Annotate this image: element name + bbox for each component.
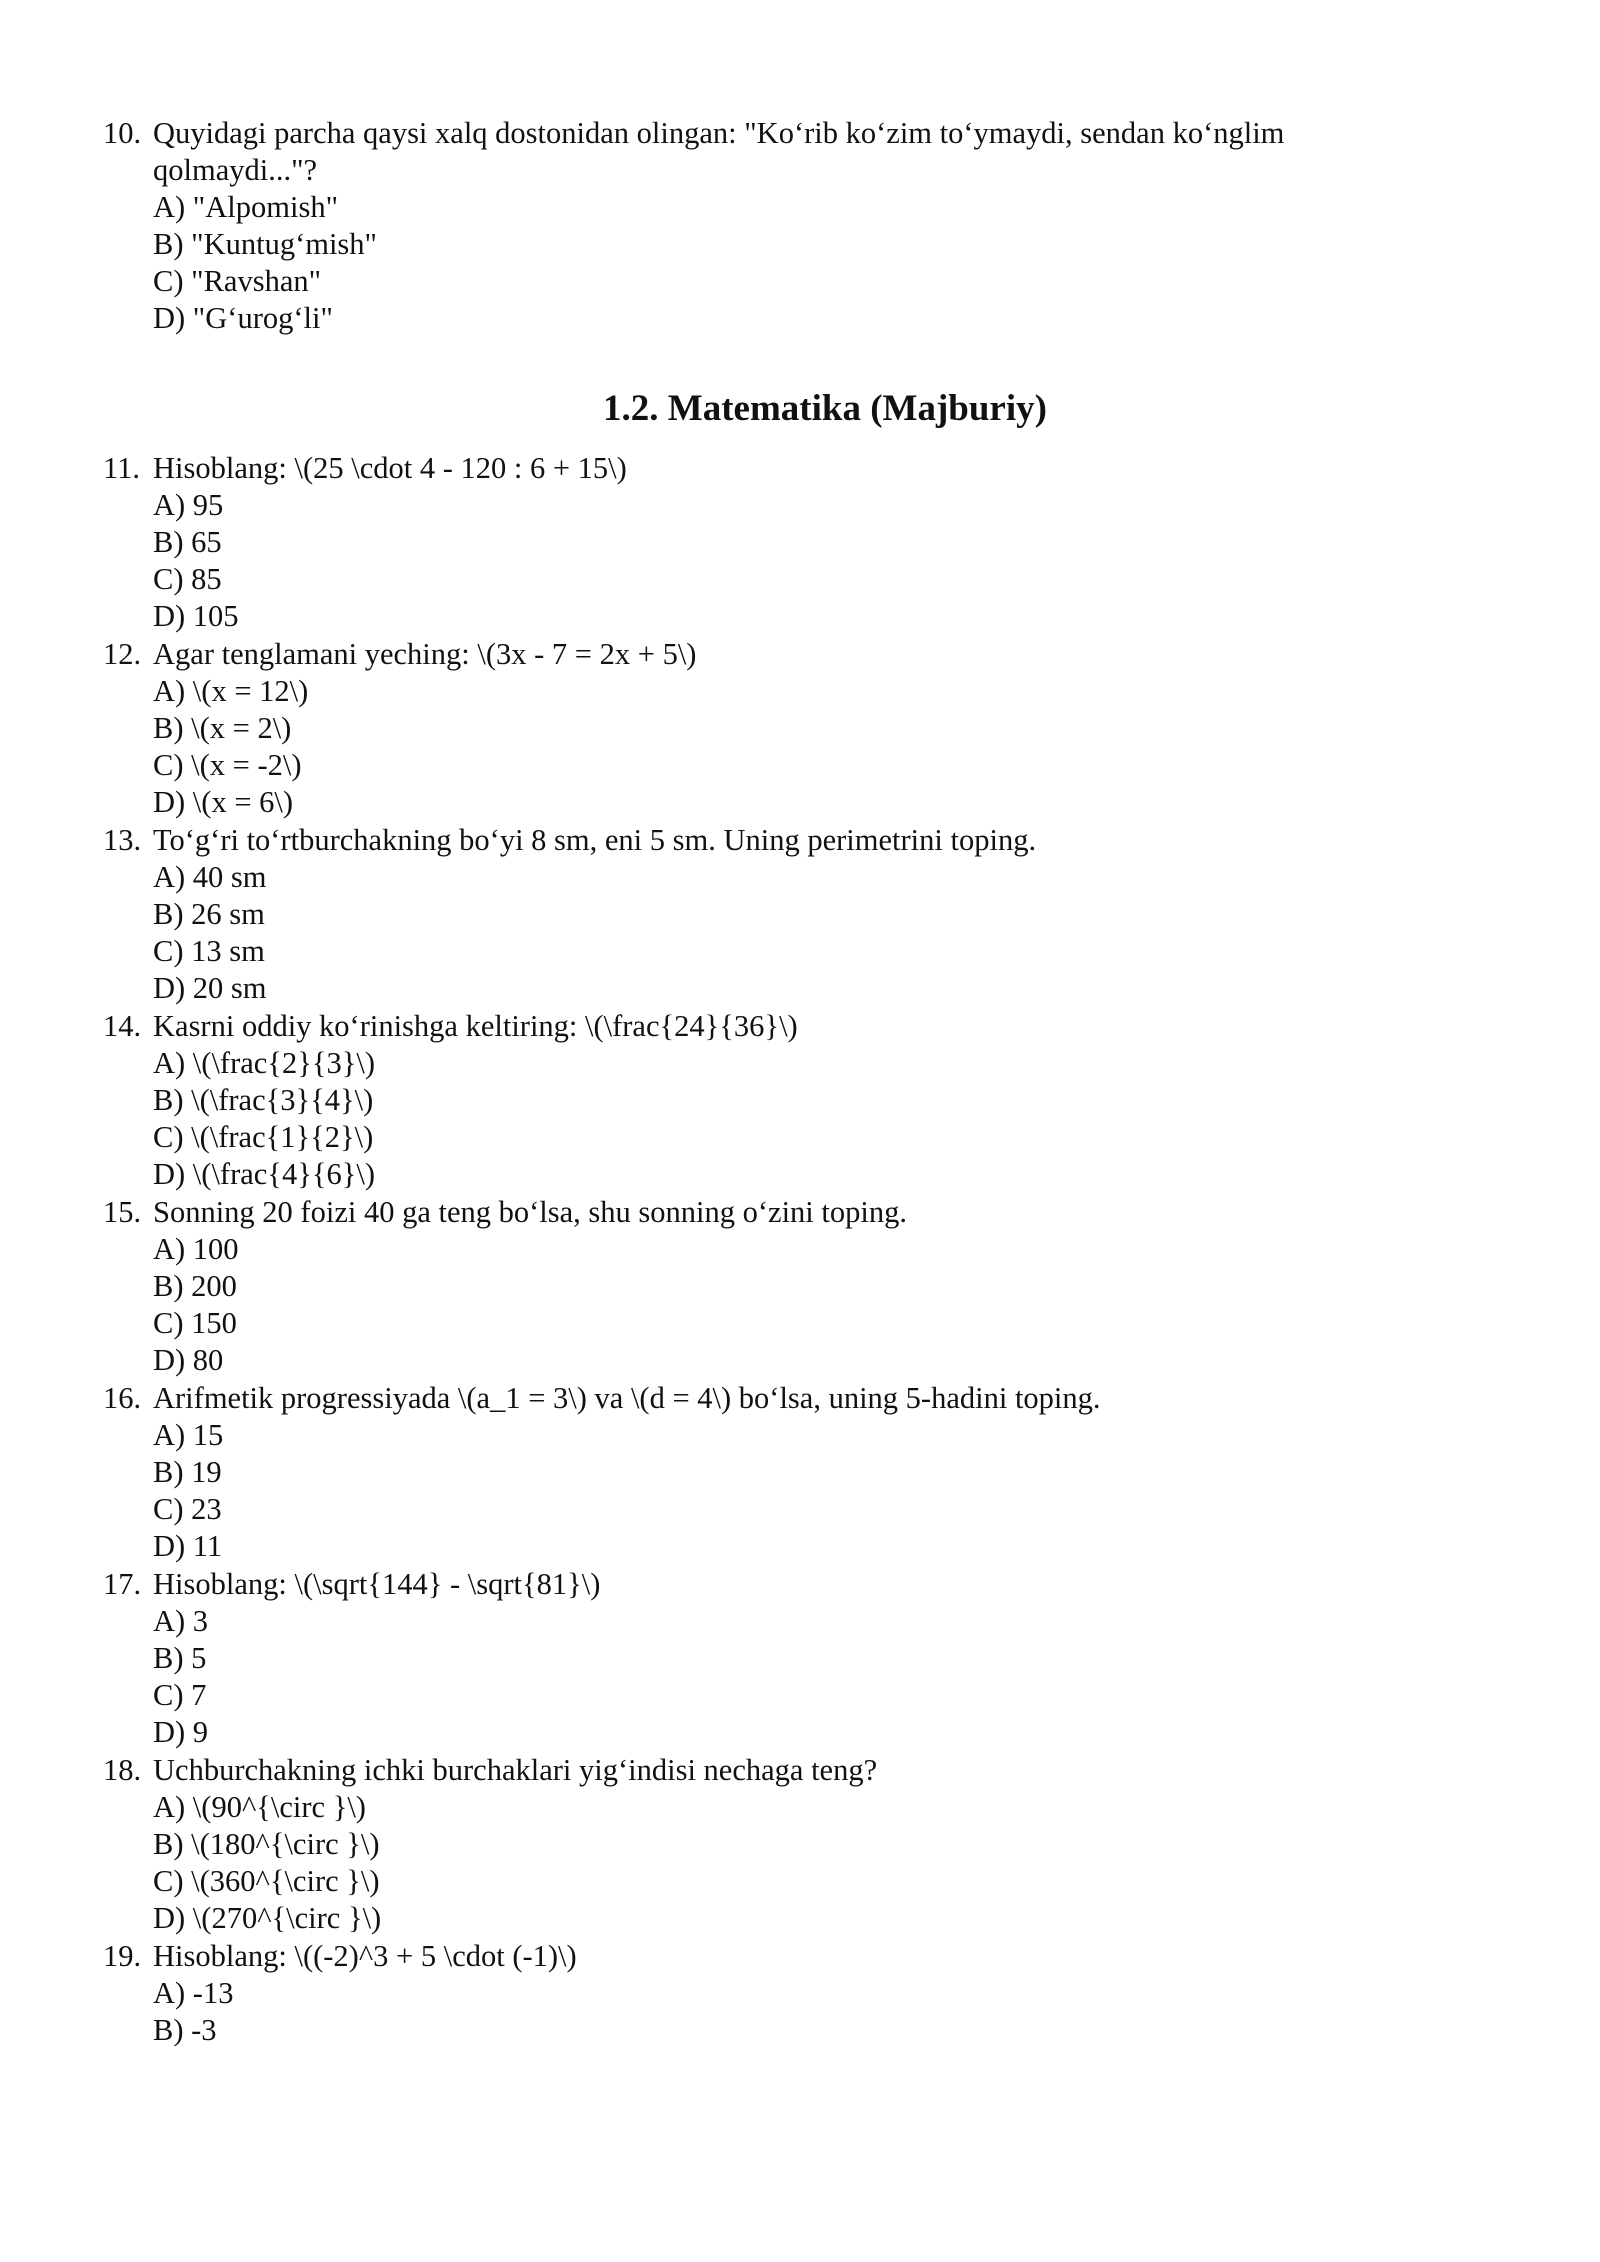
question-text: Uchburchakning ichki burchaklari yig‘indisi nechaga teng? <box>153 1753 878 1787</box>
question-number: 13. <box>103 823 142 857</box>
question-text: Hisoblang: \((-2)^3 + 5 \cdot (-1)\) <box>153 1939 577 1973</box>
question-text: Arifmetik progressiyada \(a_1 = 3\) va \(d = 4\) bo‘lsa, uning 5-hadini toping. <box>153 1381 1101 1415</box>
option-d: D) \(x = 6\) <box>153 785 294 819</box>
option-b: B) \(x = 2\) <box>153 711 292 745</box>
option-d: D) 20 sm <box>153 971 267 1005</box>
option-b: B) -3 <box>153 2013 217 2047</box>
question-text-continuation: qolmaydi..."? <box>153 153 318 187</box>
option-c: C) 23 <box>153 1492 222 1526</box>
question-number: 10. <box>103 116 142 150</box>
question-number: 19. <box>103 1939 142 1973</box>
question-16 <box>103 1380 1101 1417</box>
option-a: A) \(90^{\circ }\) <box>153 1790 366 1824</box>
option-a: A) -13 <box>153 1976 234 2010</box>
option-c: C) \(360^{\circ }\) <box>153 1864 380 1898</box>
question-text: Kasrni oddiy ko‘rinishga keltiring: \(\frac{24}{36}\) <box>153 1009 798 1043</box>
option-a: A) 40 sm <box>153 860 267 894</box>
option-d: D) "G‘urog‘li" <box>153 301 333 335</box>
option-c: C) "Ravshan" <box>153 264 322 298</box>
option-b: B) 19 <box>153 1455 222 1489</box>
option-b: B) 200 <box>153 1269 237 1303</box>
option-d: D) \(\frac{4}{6}\) <box>153 1157 375 1191</box>
option-b: B) 65 <box>153 525 222 559</box>
option-c: C) \(\frac{1}{2}\) <box>153 1120 374 1154</box>
question-text: Agar tenglamani yeching: \(3x - 7 = 2x + 5\) <box>153 637 697 671</box>
option-c: C) 150 <box>153 1306 237 1340</box>
question-number: 15. <box>103 1195 142 1229</box>
question-14 <box>103 1008 798 1045</box>
question-text: Hisoblang: \(25 \cdot 4 - 120 : 6 + 15\) <box>153 451 627 485</box>
option-a: A) 3 <box>153 1604 209 1638</box>
option-b: B) 26 sm <box>153 897 265 931</box>
question-number: 12. <box>103 637 142 671</box>
question-number: 16. <box>103 1381 142 1415</box>
option-d: D) \(270^{\circ }\) <box>153 1901 382 1935</box>
option-b: B) 5 <box>153 1641 207 1675</box>
question-17 <box>103 1566 600 1603</box>
question-10 <box>103 115 1284 152</box>
question-number: 11. <box>103 451 140 485</box>
question-number: 18. <box>103 1753 142 1787</box>
option-b: B) \(180^{\circ }\) <box>153 1827 380 1861</box>
question-number: 17. <box>103 1567 142 1601</box>
option-b: B) "Kuntug‘mish" <box>153 227 377 261</box>
option-c: C) \(x = -2\) <box>153 748 302 782</box>
question-text: Quyidagi parcha qaysi xalq dostonidan olingan: "Ko‘rib ko‘zim to‘ymaydi, sendan ko‘nglim <box>153 116 1285 150</box>
question-text: Sonning 20 foizi 40 ga teng bo‘lsa, shu sonning o‘zini toping. <box>153 1195 907 1229</box>
option-a: A) \(\frac{2}{3}\) <box>153 1046 375 1080</box>
question-19 <box>103 1938 577 1975</box>
question-text: Hisoblang: \(\sqrt{144} - \sqrt{81}\) <box>153 1567 601 1601</box>
question-number: 14. <box>103 1009 142 1043</box>
option-a: A) 95 <box>153 488 224 522</box>
option-b: B) \(\frac{3}{4}\) <box>153 1083 374 1117</box>
question-text: To‘g‘ri to‘rtburchakning bo‘yi 8 sm, eni 5 sm. Uning perimetrini toping. <box>153 823 1037 857</box>
option-a: A) 100 <box>153 1232 239 1266</box>
option-d: D) 11 <box>153 1529 223 1563</box>
option-a: A) 15 <box>153 1418 224 1452</box>
option-d: D) 105 <box>153 599 239 633</box>
question-11 <box>103 450 627 487</box>
option-a: A) \(x = 12\) <box>153 674 309 708</box>
question-13 <box>103 822 1036 859</box>
option-d: D) 9 <box>153 1715 209 1749</box>
option-a: A) "Alpomish" <box>153 190 339 224</box>
question-12 <box>103 636 696 673</box>
option-c: C) 7 <box>153 1678 207 1712</box>
section-heading: 1.2. Matematika (Majburiy) <box>603 388 1047 429</box>
question-15 <box>103 1194 907 1231</box>
option-c: C) 13 sm <box>153 934 265 968</box>
question-18 <box>103 1752 877 1789</box>
option-c: C) 85 <box>153 562 222 596</box>
option-d: D) 80 <box>153 1343 224 1377</box>
